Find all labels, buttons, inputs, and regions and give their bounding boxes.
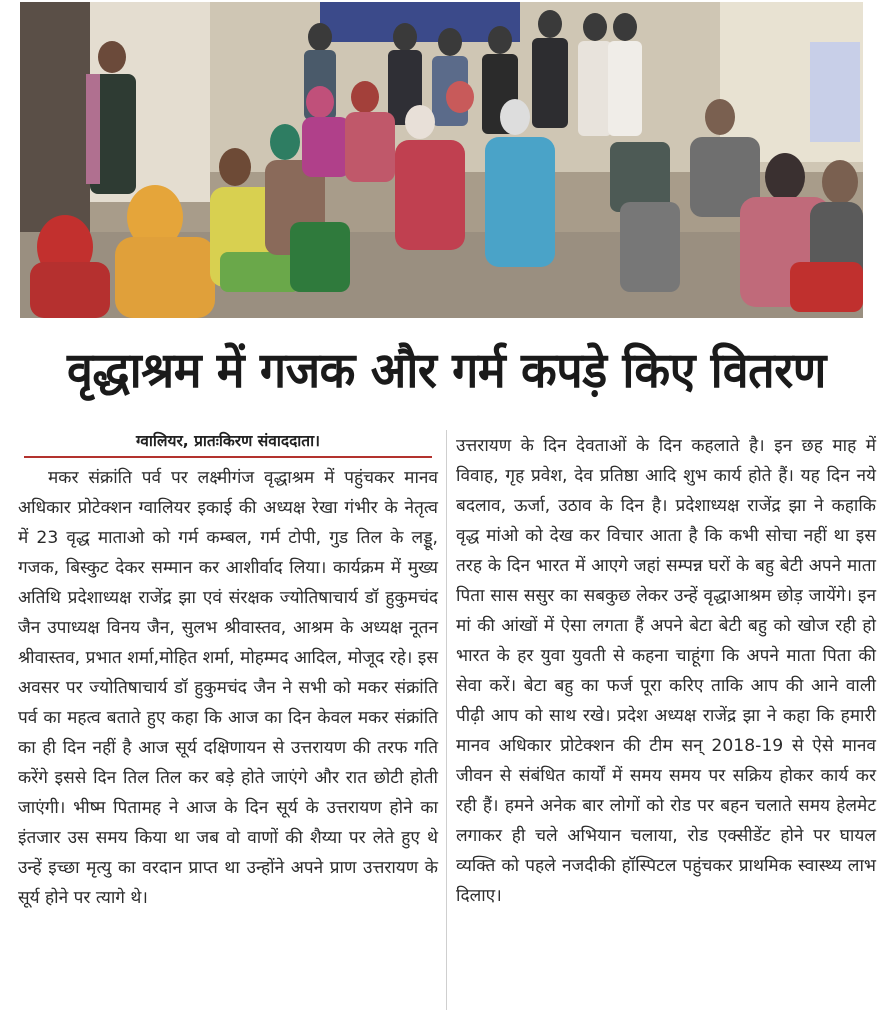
headline: वृद्धाश्रम में गजक और गर्म कपड़े किए वितरण [67,342,826,399]
article-body-right: उत्तरायण के दिन देवताओं के दिन कहलाते है। इन छह माह में विवाह, गृह प्रवेश, देव प्रतिष्ठा आदि शुभ कार्य होते हैं। यह दिन नये बदलाव, ऊर्जा, उठाव के दिन है। प्रदेशाध्यक्ष राजेंद्र झा ने कहाकि वृद्ध मांओ को देख कर विचार आता है कि कभी सोचा नहीं था इस तरह के दिन भारत में आएगे जहां सम्पन्न घरों के बहु बेटी अपने माता पिता सास ससुर का सबकुछ लेकर उन्हें वृद्धाआश्रम छोड़ जायेंगे। इन मां की आंखों में ऐसा लगता हैं अपने बेटा बेटी बहु को खोज रही हो भारत के हर युवा युवती से कहना चाहूंगा कि अपने माता पिता की सेवा करें। बेटा बहु का फर्ज पूरा करिए ताकि आप की आने वाली पीढ़ी आप को साथ रखे। प्रदेश अध्यक्ष राजेंद्र झा ने कहा कि हमारी मानव अधिकार प्रोटेक्शन की टीम सन् 2018-19 से ऐसे मानव जीवन से संबंधित कार्यों में समय समय पर सक्रिय होकर कार्य कर रही हैं। हमने अनेक बार लोगों को रोड पर बहन चलाते समय हेलमेट लगाकर ही चले अभियान चलाया, रोड एक्सीडेंट होने पर घायल व्यक्ति को पहले नजदीकी हॉस्पिटल पहुंचकर प्राथमिक स्वास्थ्य लाभ दिलाए। [456,436,876,906]
news-photo [20,2,863,318]
article-body-left: मकर संक्रांति पर्व पर लक्ष्मीगंज वृद्धाश्रम में पहुंचकर मानव अधिकार प्रोटेक्शन ग्वालियर इकाई की अध्यक्ष रेखा गंभीर के नेतृत्व में 23 वृद्ध माताओ को गर्म कम्बल, गर्म टोपी, गुड तिल के लड्डू, गजक, बिस्कुट देकर सम्मान कर आशीर्वाद लिया। कार्यक्रम में मुख्य अतिथि प्रदेशाध्यक्ष राजेंद्र झा एवं संरक्षक ज्योतिषाचार्य डॉ हुकुमचंद जैन उपाध्यक्ष विनय जैन, सुलभ श्रीवास्तव, आश्रम के अध्यक्ष नूतन श्रीवास्तव, प्रभात शर्मा,मोहित शर्मा, मोहम्मद आदिल, मोजूद रहे। इस अवसर पर ज्योतिषाचार्य डॉ हुकुमचंद जैन ने सभी को मकर संक्रांति पर्व का महत्व बताते हुए कहा कि आज का दिन केवल मकर संक्रांति का ही दिन नहीं है आज सूर्य दक्षिणायन से उत्तरायण की तरफ गति करेंगे इससे दिन तिल तिल कर बड़े होते जाएंगे और रात छोटी होती जाएंगी। भीष्म पितामह ने आज के दिन सूर्य के उत्तरायण होने का इंतजार उस समय किया था जब वो वाणों की शैय्या पर लेते हुए थे उन्हें इच्छा मृत्यु का वरदान प्राप्त था उन्होंने अपने प्राण उत्तरायण के सूर्य होने पर त्यागे थे। [18,468,438,908]
column-divider [446,430,447,1010]
article-column-left [18,428,438,913]
article-column-right [456,431,876,911]
photo-illustration [20,2,863,318]
dateline: ग्वालियर, प्रातःकिरण संवाददाता। [24,428,432,458]
